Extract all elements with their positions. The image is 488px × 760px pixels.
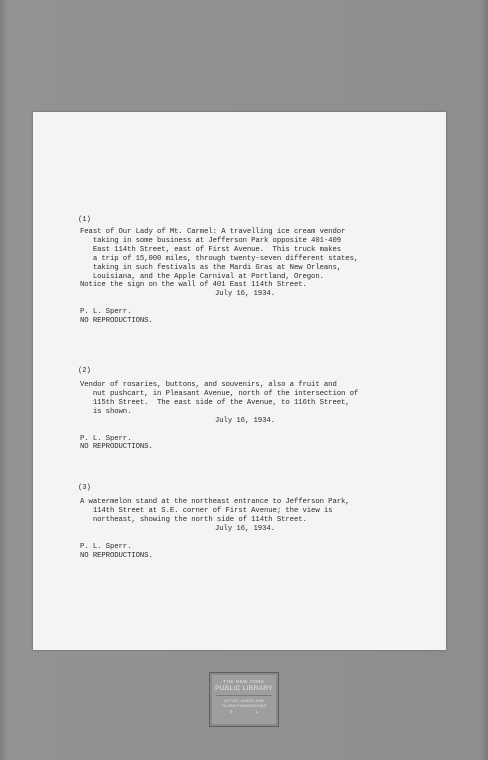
no-reproductions-notice: NO REPRODUCTIONS. <box>80 551 153 560</box>
photographer-signature: P. L. Sperr. <box>80 434 132 443</box>
library-stamp <box>209 672 279 727</box>
entry-number: (3) <box>78 484 91 492</box>
no-reproductions-notice: NO REPRODUCTIONS. <box>80 317 153 326</box>
stamp-marks <box>210 710 278 714</box>
entry-text: Vendor of rosaries, buttons, and souvenirs, also a fruit and nut pushcart, in Pleasant Avenue, north of the intersection of 115th Street. The east side of the Avenue, to 116th Street, is shown. <box>80 381 359 416</box>
stamp-line-2: PUBLIC LIBRARY <box>215 685 273 692</box>
typed-caption-sheet <box>33 112 446 650</box>
stamp-mark-left: R <box>229 710 233 714</box>
caption-entry-2 <box>78 367 410 452</box>
stamp-line-3: ASTOR, LENOX AND <box>224 699 264 703</box>
stamp-mark-right: L <box>256 710 259 714</box>
no-reproductions-notice: NO REPRODUCTIONS. <box>80 443 153 452</box>
entry-date: July 16, 1934. <box>215 290 275 299</box>
entry-text: Feast of Our Lady of Mt. Carmel: A travelling ice cream vendor taking in some business at Jefferson Park opposite 401-409 East 114th Street, east of First Avenue. This truck makes a trip of 15,000 miles, through twenty-seven different states, taking in such festivals as the Mardi Gras at New Orleans, Louisiana, and the Apple Carnival at Portland, Oregon. Notice the sign on the wall of 401 East 114th Street. <box>80 228 359 290</box>
stamp-line-1: THE NEW YORK <box>223 679 265 684</box>
stamp-divider <box>216 695 272 696</box>
caption-entry-3 <box>78 484 410 560</box>
entry-date: July 16, 1934. <box>215 524 275 533</box>
entry-date: July 16, 1934. <box>215 416 275 425</box>
caption-entry-1 <box>78 216 410 326</box>
entry-number: (2) <box>78 367 91 375</box>
stamp-line-4: TILDEN FOUNDATIONS <box>221 704 267 708</box>
entry-text: A watermelon stand at the northeast entrance to Jefferson Park, 114th Street at S.E. corner of First Avenue; the view is northeast, showing the north side of 114th Street. <box>80 498 350 524</box>
photographer-signature: P. L. Sperr. <box>80 308 132 317</box>
photographer-signature: P. L. Sperr. <box>80 542 132 551</box>
entry-number: (1) <box>78 216 91 224</box>
